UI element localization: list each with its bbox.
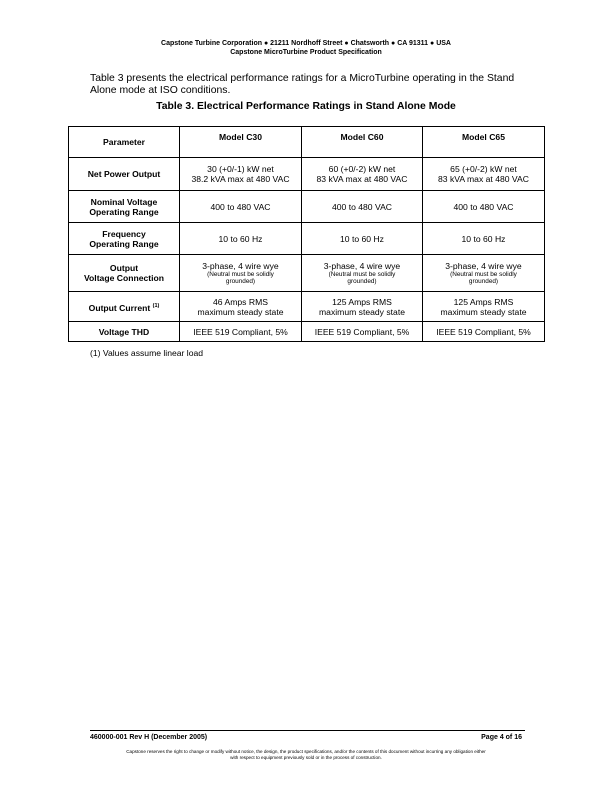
param-output-voltage-connection bbox=[69, 255, 180, 292]
cell-line: maximum steady state bbox=[197, 306, 284, 317]
cell-note: (Neutral must be solidly bbox=[450, 270, 517, 278]
intro-paragraph: Table 3 presents the electrical performance ratings for a MicroTurbine operating in the Stand Alone mode at ISO conditions. bbox=[90, 73, 515, 96]
cell-note: (Neutral must be solidly bbox=[328, 270, 396, 278]
document-id: 460000-001 Rev H (December 2005) bbox=[90, 734, 208, 741]
footnote-marker: (1) bbox=[152, 302, 160, 309]
param-line: Operating Range bbox=[89, 238, 159, 249]
param-voltage-thd: Voltage THD bbox=[69, 322, 180, 342]
cell-c65-thd: IEEE 519 Compliant, 5% bbox=[423, 322, 545, 342]
cell-c60-voltage: 400 to 480 VAC bbox=[302, 191, 423, 223]
cell-line: 3-phase, 4 wire wye bbox=[445, 260, 522, 271]
cell-c65-current bbox=[423, 292, 545, 322]
header-model-c60: Model C60 bbox=[302, 127, 423, 158]
cell-c65-voltage: 400 to 480 VAC bbox=[423, 191, 545, 223]
cell-line: 65 (+0/-2) kW net bbox=[450, 164, 517, 174]
cell-c60-net-power bbox=[302, 158, 423, 191]
header-model-c65: Model C65 bbox=[423, 127, 545, 158]
cell-line: 38.2 kVA max at 480 VAC bbox=[191, 174, 290, 184]
cell-c60-connection bbox=[302, 255, 423, 292]
cell-note: grounded) bbox=[225, 278, 256, 285]
cell-c65-connection bbox=[423, 255, 545, 292]
cell-c65-frequency: 10 to 60 Hz bbox=[423, 223, 545, 255]
cell-line: 125 Amps RMS bbox=[453, 296, 514, 307]
header-subtitle: Capstone MicroTurbine Product Specification bbox=[230, 49, 382, 56]
table-caption: Table 3. Electrical Performance Ratings in Stand Alone Mode bbox=[156, 101, 456, 112]
cell-line: 3-phase, 4 wire wye bbox=[202, 260, 279, 271]
cell-c30-thd: IEEE 519 Compliant, 5% bbox=[180, 322, 302, 342]
cell-c65-net-power bbox=[423, 158, 545, 191]
header-model-c30: Model C30 bbox=[180, 127, 302, 158]
footer-divider bbox=[90, 730, 525, 731]
cell-note: (Neutral must be solidly bbox=[207, 270, 274, 278]
table-row bbox=[69, 255, 545, 292]
header-parameter: Parameter bbox=[69, 127, 180, 158]
disclaimer bbox=[80, 749, 532, 761]
param-text: Output Current bbox=[88, 302, 151, 313]
cell-note: grounded) bbox=[468, 278, 499, 285]
electrical-ratings-table bbox=[68, 126, 545, 342]
page-number: Page 4 of 16 bbox=[481, 734, 522, 741]
table-footnote: (1) Values assume linear load bbox=[90, 348, 204, 358]
cell-c30-frequency: 10 to 60 Hz bbox=[180, 223, 302, 255]
cell-c30-current bbox=[180, 292, 302, 322]
cell-c30-net-power bbox=[180, 158, 302, 191]
cell-c60-current bbox=[302, 292, 423, 322]
param-line: Voltage Connection bbox=[83, 273, 165, 283]
cell-c30-voltage: 400 to 480 VAC bbox=[180, 191, 302, 223]
disclaimer-line: with respect to equipment previously sold or in the process of construction. bbox=[230, 755, 382, 760]
cell-line: 46 Amps RMS bbox=[213, 296, 268, 307]
param-output-current bbox=[69, 292, 180, 322]
param-frequency bbox=[69, 223, 180, 255]
table-header-row bbox=[69, 127, 545, 158]
table-row bbox=[69, 292, 545, 322]
disclaimer-line: Capstone reserves the right to change or modify without notice, the design, the product specifications, and/or the contents of this document without incurring any obligation either bbox=[126, 749, 486, 754]
cell-line: maximum steady state bbox=[440, 306, 527, 317]
table-row bbox=[69, 223, 545, 255]
cell-c60-frequency: 10 to 60 Hz bbox=[302, 223, 423, 255]
table-row bbox=[69, 322, 545, 342]
cell-note: grounded) bbox=[347, 278, 377, 285]
cell-line: 83 kVA max at 480 VAC bbox=[438, 174, 529, 184]
cell-line: 60 (+0/-2) kW net bbox=[328, 164, 396, 174]
page-header bbox=[0, 39, 612, 57]
cell-c60-thd: IEEE 519 Compliant, 5% bbox=[302, 322, 423, 342]
param-line: Output bbox=[109, 263, 139, 273]
cell-line: 125 Amps RMS bbox=[332, 296, 392, 307]
table-row bbox=[69, 191, 545, 223]
param-nominal-voltage bbox=[69, 191, 180, 223]
cell-line: maximum steady state bbox=[319, 306, 405, 317]
cell-line: 83 kVA max at 480 VAC bbox=[316, 174, 408, 184]
param-net-power-output: Net Power Output bbox=[69, 158, 180, 191]
param-line: Frequency bbox=[102, 228, 146, 239]
param-line: Operating Range bbox=[89, 206, 159, 217]
header-address: Capstone Turbine Corporation ● 21211 Nordhoff Street ● Chatsworth ● CA 91311 ● USA bbox=[161, 40, 451, 47]
cell-line: 30 (+0/-1) kW net bbox=[207, 164, 274, 174]
cell-line: 3-phase, 4 wire wye bbox=[323, 260, 401, 271]
param-line: Nominal Voltage bbox=[90, 196, 158, 207]
cell-c30-connection bbox=[180, 255, 302, 292]
table-row bbox=[69, 158, 545, 191]
